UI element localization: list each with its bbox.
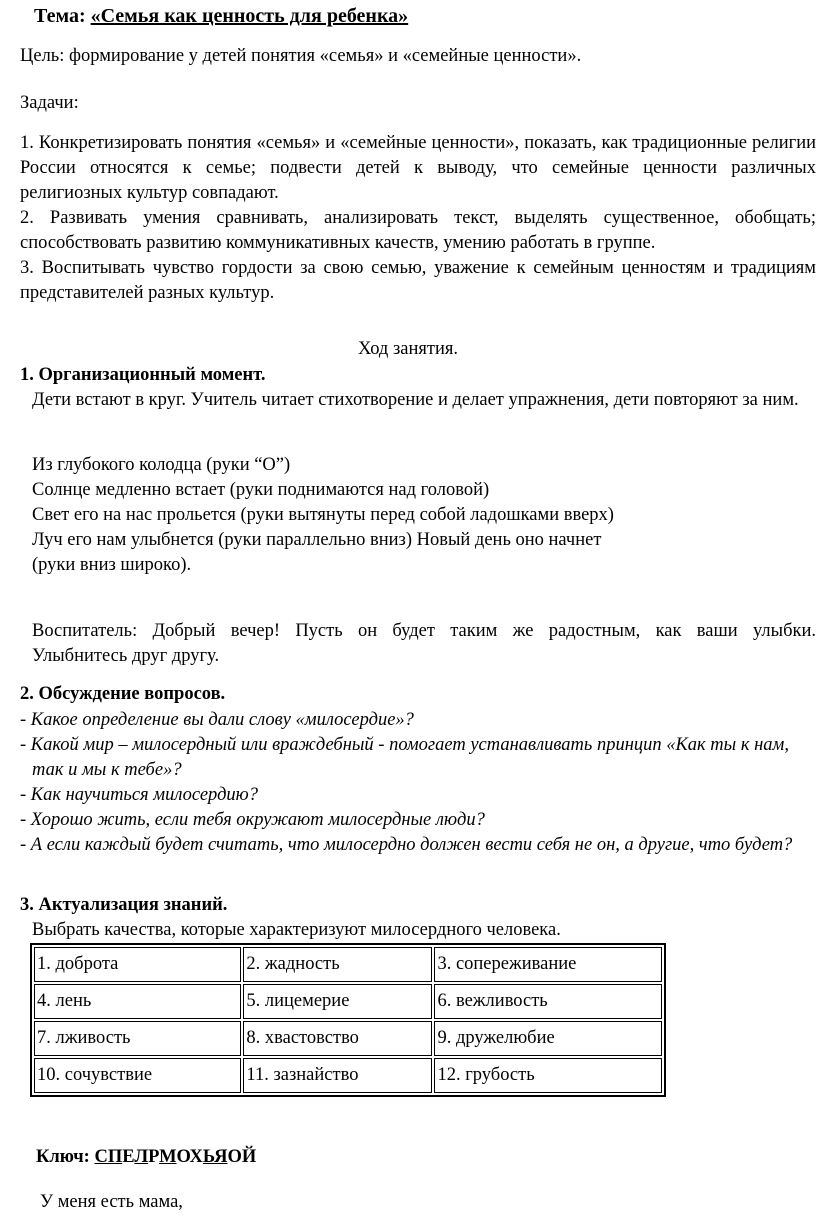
table-cell: 9. дружелюбие [434, 1021, 662, 1056]
section1-text: Дети встают в круг. Учитель читает стихотворение и делает упражнения, дети повторяют за ним. [32, 390, 799, 410]
question-item: - Хорошо жить, если тебя окружают милосердные люди? [20, 810, 485, 830]
poem-line: Из глубокого колодца (руки “О”) [32, 455, 291, 475]
tasks-label: Задачи: [20, 93, 79, 113]
question-item: - Какой мир – милосердный или враждебный - помогает устанавливать принцип «Как ты к нам, так и мы к тебе»? [20, 735, 789, 780]
table-cell: 1. доброта [34, 947, 241, 982]
table-row [34, 1021, 662, 1056]
teacher-line-1: Воспитатель: Добрый вечер! Пусть он будет таким же радостным, как ваши улыбки. [32, 621, 816, 641]
teacher-line-2: Улыбнитесь друг другу. [32, 646, 220, 666]
task-item: 1. Конкретизировать понятия «семья» и «семейные ценности», показать, как традиционные религии России относятся к семье; подвести детей к выводу, что семейные ценности различных религиозных культур совпадают. [20, 133, 816, 203]
title-prefix: Тема: [34, 5, 91, 27]
table-row [34, 1058, 662, 1093]
title-text: «Семья как ценность для ребенка» [90, 5, 409, 27]
question-item: - Какое определение вы дали слову «милосердие»? [20, 710, 414, 730]
table-cell: 3. сопереживание [434, 947, 662, 982]
section2-heading: 2. Обсуждение вопросов. [20, 684, 226, 704]
table-cell: 11. зазнайство [243, 1058, 432, 1093]
poem [32, 453, 614, 578]
table-row [34, 947, 662, 982]
closing-line: У меня есть мама, [40, 1192, 183, 1212]
goal-text: Цель: формирование у детей понятия «семья» и «семейные ценности». [20, 46, 582, 66]
poem-line: Луч его нам улыбнется (руки параллельно вниз) Новый день оно начнет [32, 530, 602, 550]
key-part: Р [148, 1147, 160, 1167]
poem-line: (руки вниз широко). [32, 555, 192, 575]
page-title [34, 4, 408, 29]
question-item: - Как научиться милосердию? [20, 785, 258, 805]
key-part: СП [94, 1147, 123, 1167]
table-cell: 2. жадность [243, 947, 432, 982]
table-cell: 10. сочувствие [34, 1058, 241, 1093]
tasks-list [20, 131, 816, 306]
table-row [34, 984, 662, 1019]
question-item: - А если каждый будет считать, что милосердно должен вести себя не он, а другие, что будет? [20, 835, 793, 855]
section3-heading: 3. Актуализация знаний. [20, 895, 228, 915]
table-cell: 6. вежливость [434, 984, 662, 1019]
task-item: 2. Развивать умения сравнивать, анализировать текст, выделять существенное, обобщать; способствовать развитию коммуникативных качеств, умению работать в группе. [20, 208, 816, 253]
course-title: Ход занятия. [358, 339, 458, 359]
task-item: 3. Воспитывать чувство гордости за свою семью, уважение к семейным ценностям и традициям представителей разных культур. [20, 258, 816, 303]
table-cell: 5. лицемерие [243, 984, 432, 1019]
table-cell: 7. лживость [34, 1021, 241, 1056]
section3-text: Выбрать качества, которые характеризуют милосердного человека. [32, 920, 561, 940]
table-cell: 12. грубость [434, 1058, 662, 1093]
key-part: ЬЯ [202, 1147, 228, 1167]
key-part: М [159, 1147, 177, 1167]
answer-key [36, 1145, 256, 1170]
key-label: Ключ: [36, 1147, 95, 1167]
qualities-table [30, 943, 666, 1097]
poem-line: Солнце медленно встает (руки поднимаются над головой) [32, 480, 490, 500]
key-part: Л [134, 1147, 149, 1167]
questions-list [20, 708, 816, 858]
table-cell: 4. лень [34, 984, 241, 1019]
table-cell: 8. хвастовство [243, 1021, 432, 1056]
poem-line: Свет его на нас прольется (руки вытянуты перед собой ладошками вверх) [32, 505, 614, 525]
key-part: ОХ [176, 1147, 203, 1167]
key-part: Е [122, 1147, 135, 1167]
key-part: ОЙ [227, 1147, 257, 1167]
section1-heading: 1. Организационный момент. [20, 365, 266, 385]
